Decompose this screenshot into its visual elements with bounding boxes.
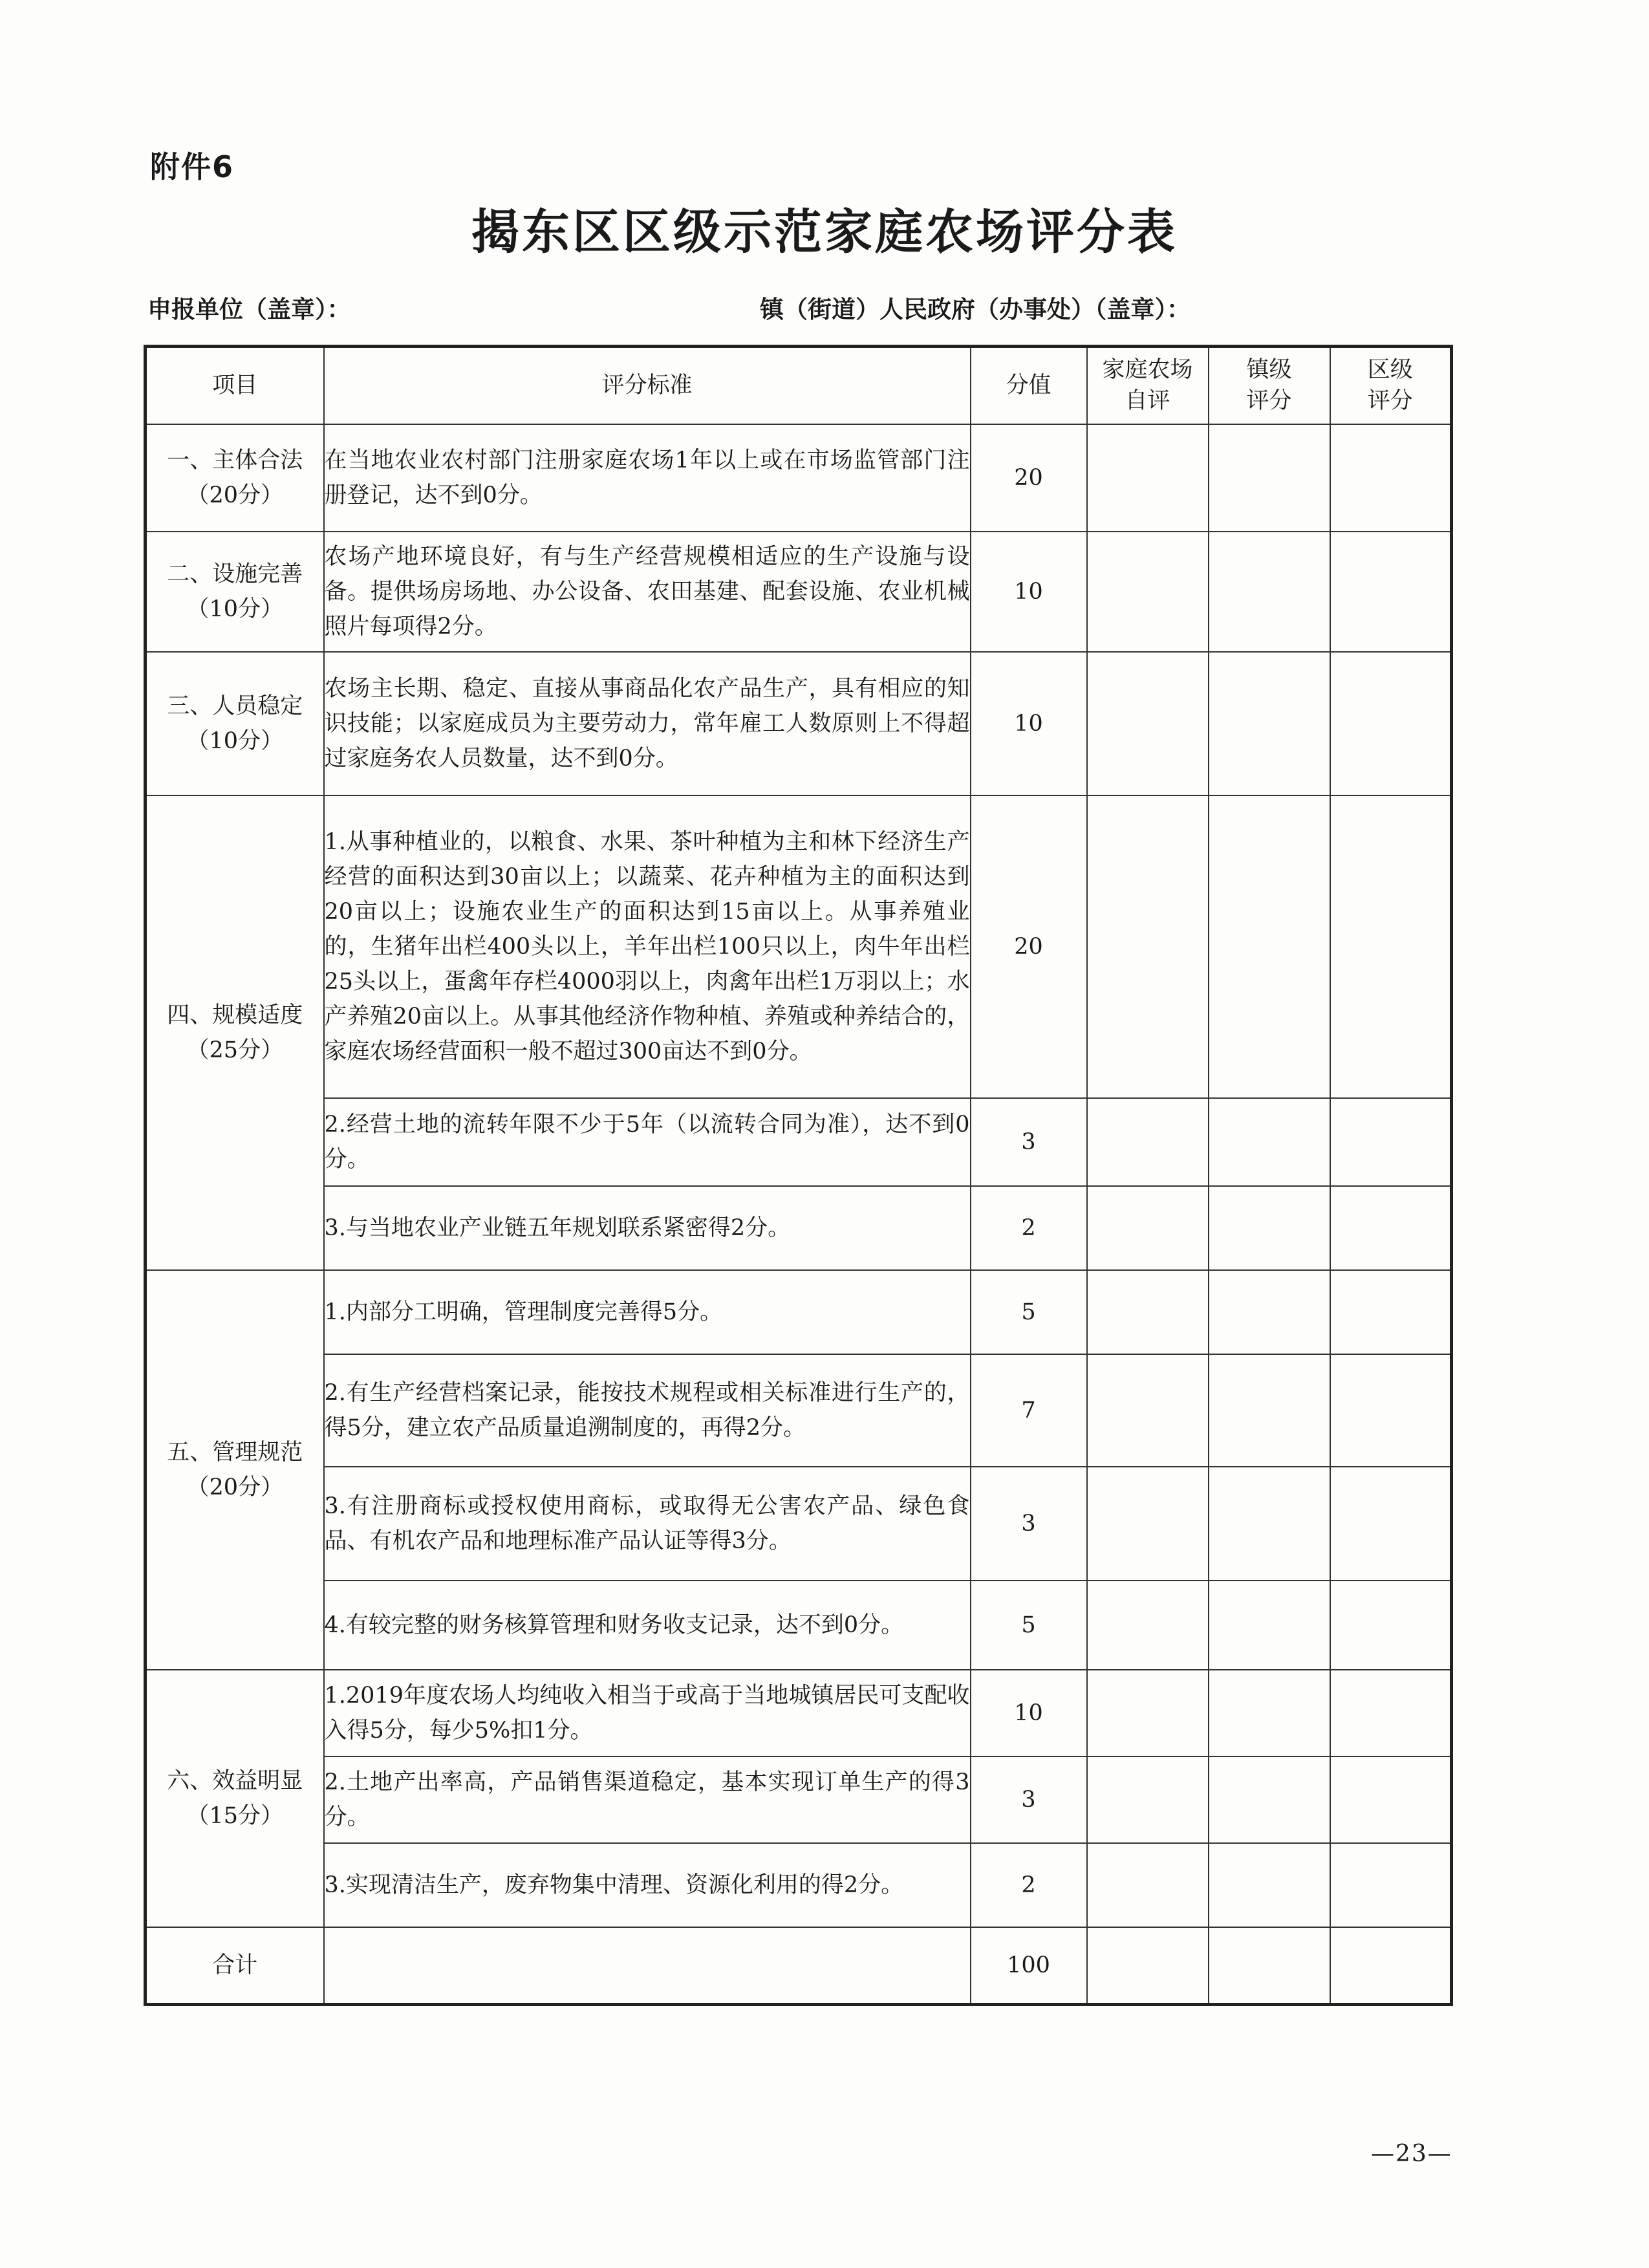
score-cell: 3 [971,1756,1087,1843]
self-eval-cell[interactable] [1087,1270,1209,1354]
score-cell: 10 [971,532,1087,652]
section-4-points: （25分） [186,1037,284,1063]
self-eval-cell[interactable] [1087,795,1209,1098]
total-row [146,1927,1452,2005]
table-row [146,424,1452,532]
header-self-eval-line2: 自评 [1125,388,1170,415]
district-score-cell[interactable] [1330,652,1452,795]
criteria-cell: 农场主长期、稳定、直接从事商品化农产品生产，具有相应的知识技能；以家庭成员为主要劳动力，常年雇工人数原则上不得超过家庭务农人员数量，达不到0分。 [324,652,971,795]
criteria-cell: 3.与当地农业产业链五年规划联系紧密得2分。 [324,1186,971,1270]
section-1-category: 一、主体合法 [167,447,303,473]
score-cell: 5 [971,1581,1087,1670]
section-5-label [146,1270,324,1670]
town-score-cell[interactable] [1209,1467,1330,1581]
district-score-total-cell[interactable] [1330,1927,1452,2005]
town-score-total-cell[interactable] [1209,1927,1330,2005]
criteria-cell: 农场产地环境良好，有与生产经营规模相适应的生产设施与设备。提供场房场地、办公设备、农田基建、配套设施、农业机械照片每项得2分。 [324,532,971,652]
town-score-cell[interactable] [1209,1670,1330,1756]
table-row [146,1670,1452,1756]
section-3-category: 三、人员稳定 [167,693,303,719]
header-item: 项目 [146,347,324,424]
score-cell: 7 [971,1354,1087,1467]
town-score-cell[interactable] [1209,1843,1330,1927]
district-score-cell[interactable] [1330,1098,1452,1186]
self-eval-cell[interactable] [1087,1098,1209,1186]
criteria-cell: 1.2019年度农场人均纯收入相当于或高于当地城镇居民可支配收入得5分，每少5%扣1分。 [324,1670,971,1756]
table-row [146,1843,1452,1927]
section-1-label [146,424,324,532]
district-score-cell[interactable] [1330,795,1452,1098]
criteria-cell: 1.内部分工明确，管理制度完善得5分。 [324,1270,971,1354]
header-district-score [1330,347,1452,424]
town-score-cell[interactable] [1209,652,1330,795]
section-2-label [146,532,324,652]
score-cell: 20 [971,424,1087,532]
self-eval-cell[interactable] [1087,1354,1209,1467]
self-eval-cell[interactable] [1087,1186,1209,1270]
attachment-label: 附件6 [150,149,235,184]
town-score-cell[interactable] [1209,1270,1330,1354]
section-3-label [146,652,324,795]
self-eval-cell[interactable] [1087,532,1209,652]
criteria-cell: 3.有注册商标或授权使用商标，或取得无公害农产品、绿色食品、有机农产品和地理标准产品认证等得3分。 [324,1467,971,1581]
table-row [146,1581,1452,1670]
header-town-line1: 镇级 [1246,357,1292,383]
district-score-cell[interactable] [1330,1670,1452,1756]
district-score-cell[interactable] [1330,1756,1452,1843]
header-town-line2: 评分 [1246,388,1292,415]
score-cell: 10 [971,652,1087,795]
table-row [146,795,1452,1098]
header-row [146,347,1452,424]
district-score-cell[interactable] [1330,424,1452,532]
self-eval-cell[interactable] [1087,1467,1209,1581]
town-government-label: 镇（街道）人民政府（办事处）（盖章）： [760,295,1191,323]
page-number: —23— [1371,2141,1452,2167]
district-score-cell[interactable] [1330,1270,1452,1354]
section-6-category: 六、效益明显 [167,1767,303,1794]
score-cell: 3 [971,1098,1087,1186]
header-criteria: 评分标准 [324,347,971,424]
score-cell: 3 [971,1467,1087,1581]
score-cell: 20 [971,795,1087,1098]
table-row [146,1467,1452,1581]
criteria-cell: 在当地农业农村部门注册家庭农场1年以上或在市场监管部门注册登记，达不到0分。 [324,424,971,532]
town-score-cell[interactable] [1209,1098,1330,1186]
header-district-line1: 区级 [1367,357,1413,383]
table-row [146,652,1452,795]
district-score-cell[interactable] [1330,1581,1452,1670]
table-row [146,1354,1452,1467]
criteria-cell: 3.实现清洁生产，废弃物集中清理、资源化利用的得2分。 [324,1843,971,1927]
score-cell: 2 [971,1843,1087,1927]
section-2-category: 二、设施完善 [167,561,303,587]
town-score-cell[interactable] [1209,532,1330,652]
section-5-points: （20分） [186,1474,284,1500]
self-eval-cell[interactable] [1087,652,1209,795]
section-6-label [146,1670,324,1927]
self-eval-cell[interactable] [1087,424,1209,532]
total-label: 合计 [146,1927,324,2005]
criteria-cell: 2.有生产经营档案记录，能按技术规程或相关标准进行生产的，得5分，建立农产品质量追溯制度的，再得2分。 [324,1354,971,1467]
section-2-points: （10分） [186,596,284,622]
section-1-points: （20分） [186,482,284,508]
total-score: 100 [971,1927,1087,2005]
self-eval-total-cell[interactable] [1087,1927,1209,2005]
section-4-label [146,795,324,1270]
applicant-label: 申报单位（盖章）： [147,295,351,323]
table-row [146,1186,1452,1270]
town-score-cell[interactable] [1209,424,1330,532]
header-self-eval [1087,347,1209,424]
self-eval-cell[interactable] [1087,1670,1209,1756]
town-score-cell[interactable] [1209,1354,1330,1467]
section-3-points: （10分） [186,728,284,754]
criteria-cell: 4.有较完整的财务核算管理和财务收支记录，达不到0分。 [324,1581,971,1670]
self-eval-cell[interactable] [1087,1843,1209,1927]
town-score-cell[interactable] [1209,1756,1330,1843]
table-row [146,1098,1452,1186]
score-cell: 2 [971,1186,1087,1270]
criteria-cell: 2.经营土地的流转年限不少于5年（以流转合同为准），达不到0分。 [324,1098,971,1186]
table-row [146,532,1452,652]
table-row [146,1270,1452,1354]
header-score: 分值 [971,347,1087,424]
town-score-cell[interactable] [1209,1581,1330,1670]
section-6-points: （15分） [186,1802,284,1829]
town-score-cell[interactable] [1209,795,1330,1098]
header-district-line2: 评分 [1367,388,1413,415]
table-row [146,1756,1452,1843]
score-cell: 5 [971,1270,1087,1354]
scoring-table [144,345,1453,2006]
header-self-eval-line1: 家庭农场 [1102,357,1193,383]
district-score-cell[interactable] [1330,1843,1452,1927]
district-score-cell[interactable] [1330,1186,1452,1270]
town-score-cell[interactable] [1209,1186,1330,1270]
self-eval-cell[interactable] [1087,1756,1209,1843]
criteria-cell: 2.土地产出率高，产品销售渠道稳定，基本实现订单生产的得3分。 [324,1756,971,1843]
district-score-cell[interactable] [1330,1354,1452,1467]
page-title: 揭东区区级示范家庭农场评分表 [471,204,1178,260]
district-score-cell[interactable] [1330,1467,1452,1581]
score-cell: 10 [971,1670,1087,1756]
header-town-score [1209,347,1330,424]
section-4-category: 四、规模适度 [167,1002,303,1028]
self-eval-cell[interactable] [1087,1581,1209,1670]
total-criteria-cell [324,1927,971,2005]
section-5-category: 五、管理规范 [167,1439,303,1465]
criteria-cell: 1.从事种植业的，以粮食、水果、茶叶种植为主和林下经济生产经营的面积达到30亩以上；以蔬菜、花卉种植为主的面积达到20亩以上；设施农业生产的面积达到15亩以上。从事养殖业的，生猪年出栏400头以上，羊年出栏100只以上，肉牛年出栏25头以上，蛋禽年存栏4000羽以上，肉禽年出栏1万羽以上；水产养殖20亩以上。从事其他经济作物种植、养殖或种养结合的，家庭农场经营面积一般不超过300亩达不到0分。 [324,795,971,1098]
district-score-cell[interactable] [1330,532,1452,652]
